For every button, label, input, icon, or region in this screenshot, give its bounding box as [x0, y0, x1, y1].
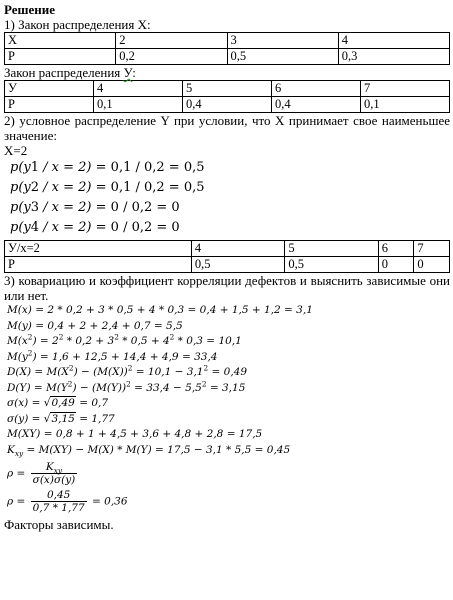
covariance-formula — [7, 443, 450, 459]
formula-part: ) − (M(Y)) — [72, 381, 127, 394]
formula-part: * 0,2 + 3 — [63, 335, 115, 347]
label-colon: : — [132, 65, 136, 80]
correlation-definition-formula — [7, 461, 450, 486]
table-cell: 4 — [338, 33, 449, 49]
spellcheck-underlined-word: У — [123, 65, 133, 80]
conditional-prob-formula: p(y4 / x = 2) = 0 / 0,2 = 0 — [10, 220, 180, 235]
table-cell: 0 — [378, 257, 414, 273]
std-dev-x-formula: σ(x) = √0,49 = 0,7 — [7, 397, 109, 409]
table-cell: 7 — [361, 81, 450, 97]
formula-part: * 0,3 = 10,1 — [174, 335, 242, 347]
formula-part: M(x — [7, 335, 28, 347]
table-cell: P — [5, 257, 192, 273]
formula-part: = 0,49 — [208, 366, 248, 378]
table-row — [5, 257, 450, 273]
formula-part: ρ = — [7, 467, 26, 480]
formula-part: = 1,77 — [75, 412, 115, 425]
table-cell: X — [5, 33, 116, 49]
x-equals-label: X=2 — [4, 143, 28, 158]
table-cell: P — [5, 97, 94, 113]
fraction-numerator: 0,45 — [31, 489, 87, 502]
formula-value: 0 / 0,2 = 0 — [110, 200, 180, 215]
conditional-prob-formula: p(y1 / x = 2) = 0,1 / 0,2 = 0,5 — [10, 160, 205, 175]
x-distribution-table — [4, 32, 450, 65]
y-distribution-table — [4, 80, 450, 113]
formula-part: K — [7, 443, 15, 456]
formula-part: = 3,15 — [206, 381, 246, 394]
table-cell: 7 — [414, 241, 450, 257]
sqrt-radicand: 0,49 — [51, 397, 75, 409]
fraction — [31, 489, 87, 514]
table-cell: 0,5 — [285, 257, 378, 273]
formula-index: 1 — [30, 160, 40, 175]
solution-heading: Решение — [4, 2, 56, 17]
table-cell: 5 — [183, 81, 272, 97]
table-cell: 6 — [378, 241, 414, 257]
solution-document — [4, 2, 450, 532]
table-cell: У — [5, 81, 94, 97]
correlation-value-formula — [7, 489, 450, 514]
formula-part: = 33,4 − 5,5 — [130, 381, 202, 394]
table-cell: 5 — [285, 241, 378, 257]
table-row — [5, 97, 450, 113]
table-cell: 0,5 — [191, 257, 284, 273]
covariance-task-text: 3) ковариацию и коэффициент корреляции дефектов и выяснить зависимые они или нет. — [4, 273, 450, 303]
expectation-x-squared-formula: $M(x^2) = 2^2 * 0,2 + 3^2 * 0,5 + 4^2 * 0,3 = 10,1$ — [7, 332, 242, 347]
variance-y-formula: $D(Y) = M(Y^2) - (M(Y))^2 = 33,4 - 5,5^2 = 3,15$ — [7, 379, 246, 394]
table-cell: 0 — [414, 257, 450, 273]
formula-index: 3 — [30, 200, 40, 215]
expectation-y-formula: M(y) = 0,4 + 2 + 2,4 + 0,7 = 5,5 — [7, 319, 183, 332]
table-cell: P — [5, 49, 116, 65]
table-row — [5, 241, 450, 257]
formula-part: = 0,36 — [92, 495, 128, 508]
formula-part: ρ = — [7, 495, 26, 508]
std-dev-y-formula: σ(y) = √3,15 = 1,77 — [7, 412, 115, 425]
table-cell: 4 — [94, 81, 183, 97]
table-cell: 3 — [227, 33, 338, 49]
formula-part: = 10,1 − 3,1 — [132, 366, 204, 378]
formula-index: 2 — [30, 180, 40, 195]
table-cell: 0,4 — [272, 97, 361, 113]
formula-part: * 0,5 + 4 — [118, 335, 170, 347]
formula-part: ) = 1,6 + 12,5 + 14,4 + 4,9 = 33,4 — [32, 350, 218, 363]
expectation-y-squared-formula: $M(y^2) = 1,6 + 12,5 + 14,4 + 4,9 = 33,4$ — [7, 348, 218, 363]
fraction-denominator: σ(x)σ(y) — [32, 474, 76, 486]
table-cell: 0,5 — [227, 49, 338, 65]
conditional-prob-formula: p(y3 / x = 2) = 0 / 0,2 = 0 — [10, 200, 180, 215]
table-row — [5, 33, 450, 49]
x-distribution-label: 1) Закон распределения X: — [4, 17, 151, 32]
formula-part: = M(XY) − M(X) * M(Y) = 17,5 − 3,1 * 5,5 = 0,45 — [23, 443, 291, 456]
table-cell: 0,1 — [94, 97, 183, 113]
formula-part: = 0,7 — [75, 397, 109, 409]
table-row — [5, 49, 450, 65]
table-cell: 6 — [272, 81, 361, 97]
formula-part: σ(x) = — [7, 397, 44, 409]
table-cell: 0,3 — [338, 49, 449, 65]
formula-part: D(Y) = M(Y — [7, 381, 68, 394]
label-text: Закон распределения — [4, 65, 124, 80]
table-cell: 0,1 — [361, 97, 450, 113]
conditional-distribution-table — [4, 240, 450, 273]
conclusion-text: Факторы зависимы. — [4, 517, 114, 532]
sqrt-radicand: 3,15 — [51, 412, 75, 425]
table-cell: 2 — [116, 33, 227, 49]
formula-value: 0,1 / 0,2 = 0,5 — [110, 160, 205, 175]
formula-part: D(X) = M(X — [7, 366, 69, 378]
formula-subscript: xy — [14, 448, 24, 458]
formula-part: K — [45, 461, 54, 473]
table-cell: У/x=2 — [5, 241, 192, 257]
table-row — [5, 81, 450, 97]
formula-subscript: xy — [53, 466, 63, 476]
expectation-x-formula: M(x) = 2 * 0,2 + 3 * 0,5 + 4 * 0,3 = 0,4 + 1,5 + 1,2 = 3,1 — [7, 304, 313, 316]
fraction — [31, 461, 78, 486]
expectation-xy-formula: M(XY) = 0,8 + 1 + 4,5 + 3,6 + 4,8 + 2,8 = 17,5 — [7, 428, 263, 440]
conditional-distribution-text: 2) условное распределение Y при условии, что X принимает свое наименьшее значение: — [4, 113, 450, 143]
conditional-prob-formula: p(y2 / x = 2) = 0,1 / 0,2 = 0,5 — [10, 180, 205, 195]
formula-part: ) − (M(X)) — [73, 366, 128, 378]
formula-part: ) = 2 — [32, 335, 59, 347]
table-cell: 0,2 — [116, 49, 227, 65]
y-distribution-label — [4, 65, 450, 80]
table-cell: 0,4 — [183, 97, 272, 113]
fraction-denominator: 0,7 * 1,77 — [32, 502, 85, 514]
formula-value: 0,1 / 0,2 = 0,5 — [110, 180, 205, 195]
fraction-numerator — [31, 461, 78, 474]
table-cell: 4 — [191, 241, 284, 257]
formula-part: σ(y) = — [7, 412, 44, 425]
formula-part: M(y — [7, 350, 28, 363]
formula-index: 4 — [30, 220, 40, 235]
formula-value: 0 / 0,2 = 0 — [110, 220, 180, 235]
variance-x-formula: $D(X) = M(X^2) - (M(X))^2 = 10,1 - 3,1^2 = 0,49$ — [7, 363, 248, 378]
